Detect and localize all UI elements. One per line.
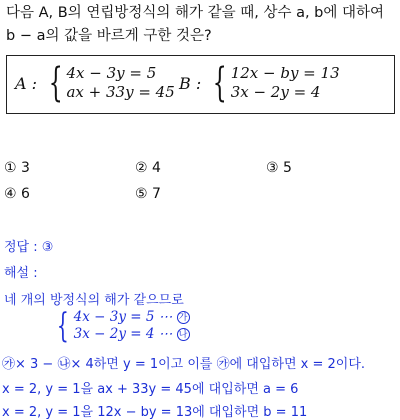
system-b-eq2: 3x − 2y = 4: [230, 83, 321, 101]
solution-eq2: 3x − 2y = 4 ⋯ 나: [74, 326, 190, 343]
option-value: 7: [152, 186, 161, 202]
solution-heading: 해설 :: [4, 266, 38, 281]
option-number: ④: [4, 186, 17, 202]
system-a-eq2: ax + 33y = 45: [66, 83, 175, 101]
option-5[interactable]: [135, 186, 161, 202]
solution-intro: 네 개의 방정식의 해가 같으므로: [4, 293, 184, 308]
solution-step-2: x = 2, y = 1을 ax + 33y = 45에 대입하면 a = 6: [2, 382, 299, 397]
system-a-label: A :: [15, 73, 38, 93]
brace-icon: {: [48, 60, 63, 106]
tag-na-icon: 나: [177, 328, 190, 341]
option-value: 6: [21, 186, 30, 202]
system-b-label: B :: [179, 73, 202, 93]
solution-system: [52, 306, 190, 346]
brace-icon: {: [56, 306, 69, 346]
solution-step-1: ㉮× 3 − ㉯× 4하면 y = 1이고 이를 ㉮에 대입하면 x = 2이다.: [2, 357, 366, 372]
brace-icon: {: [212, 60, 227, 106]
solution-step-3: x = 2, y = 1을 12x − by = 13에 대입하면 b = 11: [2, 405, 308, 420]
equation-box: [6, 55, 395, 114]
question-line-1: 다음 A, B의 연립방정식의 해가 같을 때, 상수 a, b에 대하여: [6, 5, 385, 21]
option-number: ②: [135, 160, 148, 176]
solution-eq1: 4x − 3y = 5 ⋯ 가: [74, 309, 190, 326]
option-3[interactable]: [266, 160, 292, 176]
system-a-eq1: 4x − 3y = 5: [66, 64, 157, 82]
option-number: ①: [4, 160, 17, 176]
system-b-eq1: 12x − by = 13: [230, 64, 340, 82]
option-value: 5: [283, 160, 292, 176]
option-number: ③: [266, 160, 279, 176]
tag-ga-icon: 가: [177, 311, 190, 324]
answer-line: 정답 : ③: [4, 240, 54, 255]
question-line-2: b − a의 값을 바르게 구한 것은?: [6, 28, 212, 44]
option-value: 3: [21, 160, 30, 176]
option-1[interactable]: [4, 160, 30, 176]
option-number: ⑤: [135, 186, 148, 202]
option-2[interactable]: [135, 160, 161, 176]
system-a: [15, 60, 175, 106]
option-value: 4: [152, 160, 161, 176]
option-4[interactable]: [4, 186, 30, 202]
system-b: [179, 60, 340, 106]
